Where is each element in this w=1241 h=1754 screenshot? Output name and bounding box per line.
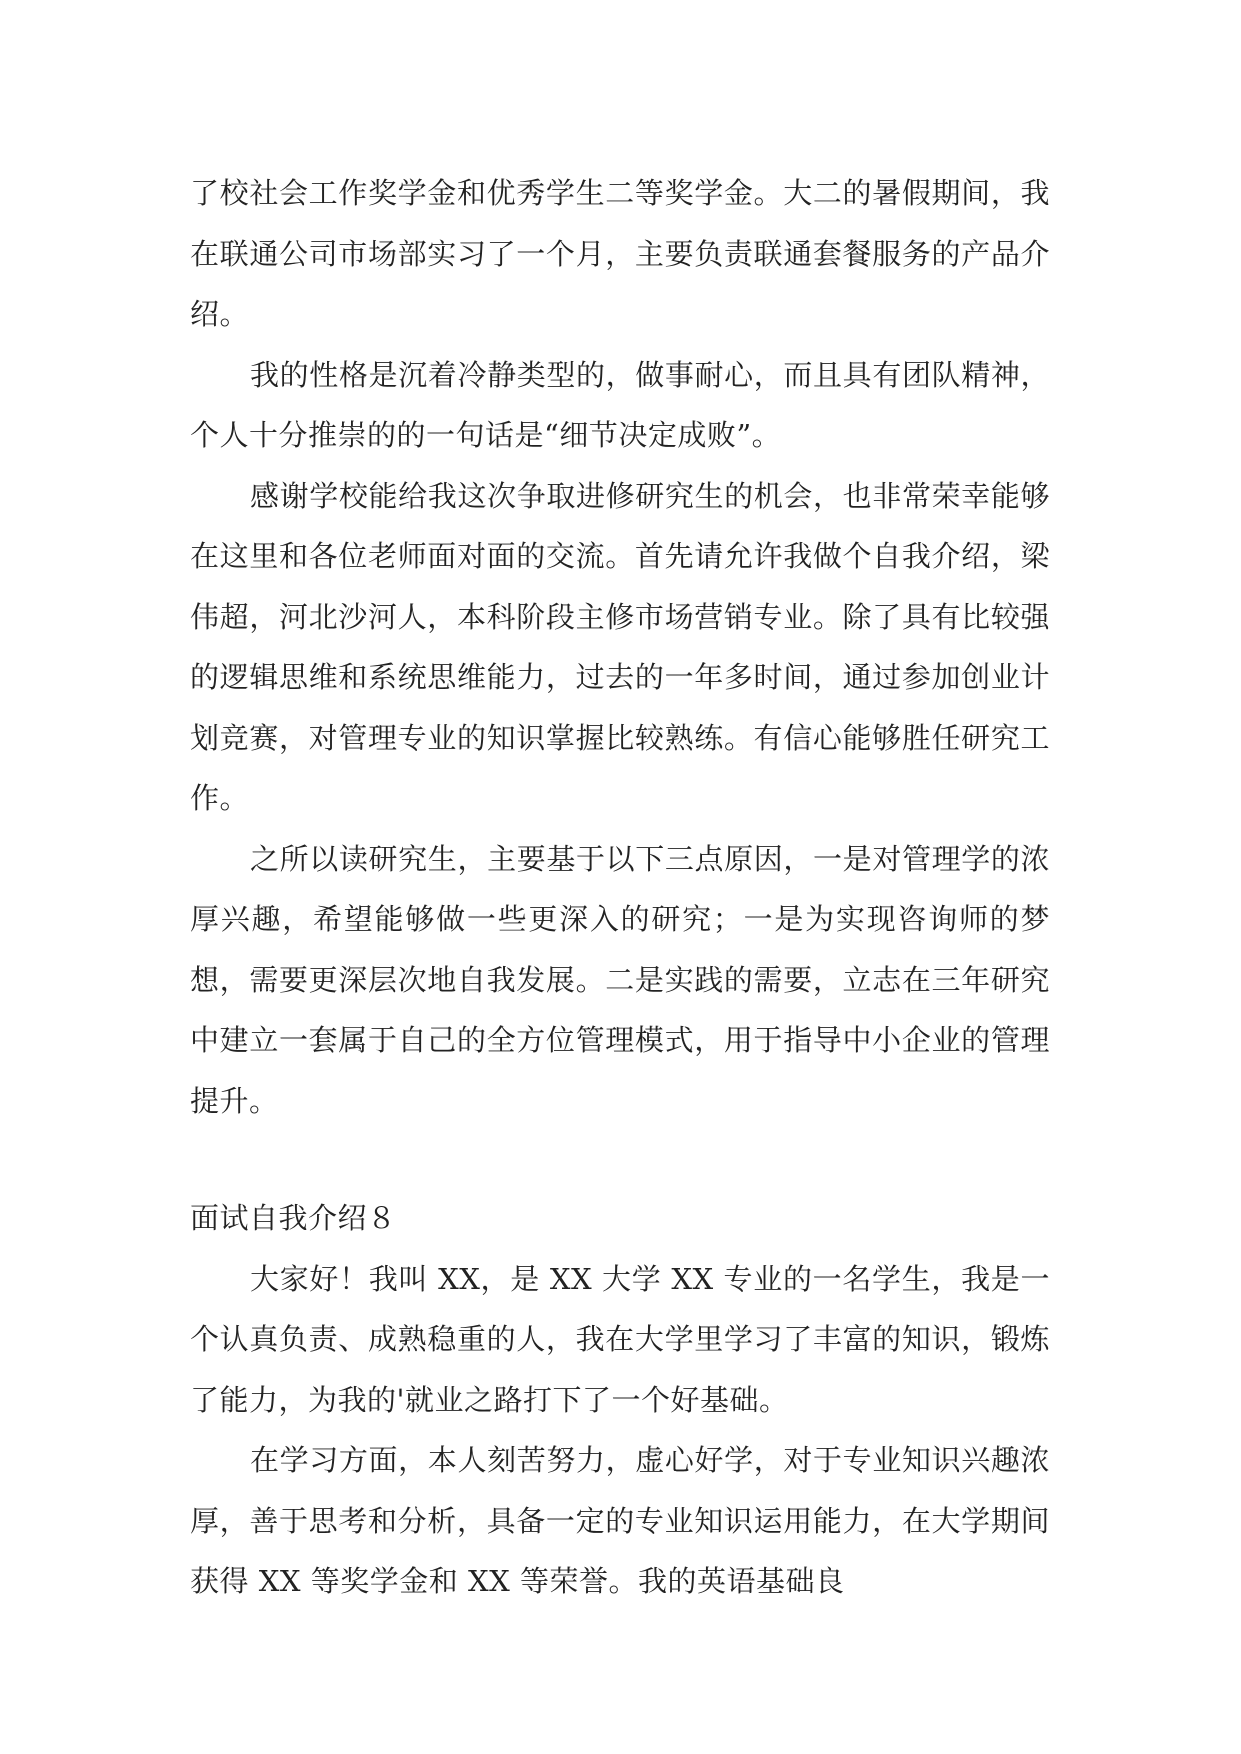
section-heading: 面试自我介绍８	[190, 1201, 397, 1235]
paragraph-self-introduction: 感谢学校能给我这次争取进修研究生的机会，也非常荣幸能够在这里和各位老师面对面的交流。首先请允许我做个自我介绍，梁伟超，河北沙河人，本科阶段主修市场营销专业。除了具有比较强的逻辑思维和系统思维能力，过去的一年多时间，通过参加创业计划竞赛，对管理专业的知识掌握比较熟练。有信心能够胜任研究工作。	[190, 478, 1050, 815]
paragraph-scholarship-internship: 了校社会工作奖学金和优秀学生二等奖学金。大二的暑假期间，我在联通公司市场部实习了一个月，主要负责联通套餐服务的产品介绍。	[190, 176, 1050, 331]
document-body	[190, 163, 1050, 1612]
paragraph-greeting: 大家好！我叫 XX，是 XX 大学 XX 专业的一名学生，我是一个认真负责、成熟稳重的人，我在大学里学习了丰富的知识，锻炼了能力，为我的'就业之路打下了一个好基础。	[190, 1261, 1050, 1417]
paragraph-reasons-for-graduate-study: 之所以读研究生，主要基于以下三点原因，一是对管理学的浓厚兴趣，希望能够做一些更深入的研究；一是为实现咨询师的梦想，需要更深层次地自我发展。二是实践的需要，立志在三年研究中建立一套属于自己的全方位管理模式，用于指导中小企业的管理提升。	[190, 841, 1050, 1118]
section-spacer	[190, 1131, 1050, 1188]
paragraph-study: 在学习方面，本人刻苦努力，虚心好学，对于专业知识兴趣浓厚，善于思考和分析，具备一定的专业知识运用能力，在大学期间获得 XX 等奖学金和 XX 等荣誉。我的英语基础良	[190, 1443, 1050, 1598]
paragraph-personality: 我的性格是沉着冷静类型的，做事耐心，而且具有团队精神，个人十分推崇的的一句话是“细节决定成败”。	[190, 357, 1050, 452]
